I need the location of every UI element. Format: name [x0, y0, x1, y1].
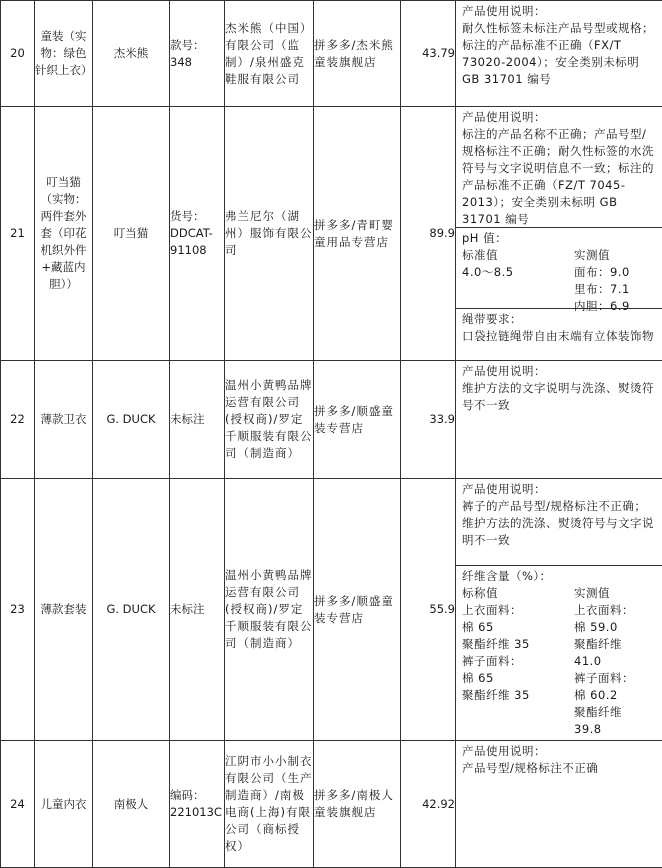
- manufacturer: 弗兰尼尔（湖州）服饰有限公司: [225, 107, 314, 361]
- shop: 拼多多/顺盛童装专营店: [314, 361, 401, 479]
- manufacturer: 温州小黄鸭品牌运营有限公司(授权商)/罗定千顺服装有限公司（制造商）: [225, 361, 314, 479]
- issue-block: [456, 361, 662, 416]
- issue-title: 产品使用说明：: [462, 3, 658, 20]
- standard-value: 4.0～8.5: [462, 264, 574, 281]
- model-number: 未标注: [170, 479, 225, 741]
- brand: G. DUCK: [93, 479, 170, 741]
- actual-value: 里布：7.1: [574, 281, 658, 298]
- issues-cell: [456, 741, 662, 868]
- actual-value: 面布：9.0: [574, 264, 658, 281]
- product-name: 儿童内衣: [35, 741, 93, 868]
- model-number: 款号：348: [170, 1, 225, 107]
- model-number: 货号：DDCAT-91108: [170, 107, 225, 361]
- row-number: 24: [1, 741, 35, 868]
- price: 33.9: [401, 361, 456, 479]
- actual-value: 聚酯纤维: [574, 704, 658, 721]
- actual-value: 41.0: [574, 653, 658, 670]
- issue-block: [456, 107, 662, 227]
- nominal-value: 聚酯纤维 35: [462, 687, 574, 704]
- issue-title: 产品使用说明：: [462, 109, 658, 126]
- price: 89.9: [401, 107, 456, 361]
- actual-value: 上衣面料：: [574, 602, 658, 619]
- actual-value: 棉 60.2: [574, 687, 658, 704]
- issue-title: pH 值：: [462, 230, 658, 247]
- table-row: [1, 741, 662, 868]
- nominal-value: 棉 65: [462, 670, 574, 687]
- actual-label: 实测值: [574, 585, 658, 602]
- price: 43.79: [401, 1, 456, 107]
- actual-label: 实测值: [574, 247, 658, 264]
- manufacturer: 杰米熊（中国）有限公司（监制）/泉州盛克鞋服有限公司: [225, 1, 314, 107]
- model-number: 编码：221013C: [170, 741, 225, 868]
- issue-block: [456, 1, 662, 90]
- row-number: 21: [1, 107, 35, 361]
- shop: 拼多多/青町婴童用品专营店: [314, 107, 401, 361]
- product-name: 薄款套装: [35, 479, 93, 741]
- shop: 拼多多/顺盛童装专营店: [314, 479, 401, 741]
- issue-title: 绳带要求：: [462, 311, 658, 328]
- actual-value: 聚酯纤维: [574, 636, 658, 653]
- product-name: 童装（实物：绿色针织上衣）: [35, 1, 93, 107]
- issues-cell: [456, 107, 662, 361]
- issue-title: 产品使用说明：: [462, 363, 658, 380]
- actual-value: 39.8: [574, 721, 658, 738]
- shop: 拼多多/南极人童装旗舰店: [314, 741, 401, 868]
- nominal-value: 上衣面料：: [462, 602, 574, 619]
- manufacturer: 江阴市小小制衣有限公司（生产制造商）/南极电商(上海)有限公司（商标授权）: [225, 741, 314, 868]
- issue-title: 产品使用说明：: [462, 743, 658, 760]
- issues-cell: [456, 479, 662, 741]
- nominal-value: 聚酯纤维 35: [462, 636, 574, 653]
- actual-value: 内胆：6.9: [574, 298, 658, 315]
- actual-value: 裤子面料：: [574, 670, 658, 687]
- row-number: 22: [1, 361, 35, 479]
- product-name: 薄款卫衣: [35, 361, 93, 479]
- table-row: [1, 1, 662, 107]
- price: 42.92: [401, 741, 456, 868]
- row-number: 23: [1, 479, 35, 741]
- issue-text: 维护方法的文字说明与洗涤、熨烫符号不一致: [462, 380, 658, 414]
- manufacturer: 温州小黄鸭品牌运营有限公司(授权商)/罗定千顺服装有限公司（制造商）: [225, 479, 314, 741]
- shop: 拼多多/杰米熊童装旗舰店: [314, 1, 401, 107]
- table-row: [1, 107, 662, 361]
- issue-title: 纤维含量（%）：: [462, 568, 658, 585]
- table-row: [1, 479, 662, 741]
- issue-text: 裤子的产品号型/规格标注不正确；维护方法的洗涤、熨烫符号与文字说明不一致: [462, 498, 658, 549]
- issue-block: [456, 479, 662, 565]
- brand: 南极人: [93, 741, 170, 868]
- price: 55.9: [401, 479, 456, 741]
- product-name: 叮当猫（实物：两件套外套（印花机织外件+藏蓝内胆））: [35, 107, 93, 361]
- issue-block: [456, 741, 662, 779]
- brand: 杰米熊: [93, 1, 170, 107]
- nominal-label: 标称值: [462, 585, 574, 602]
- issue-text: 耐久性标签未标注产品号型或规格；标注的产品标准不正确（FX/T 73020-2004）；安全类别未标明 GB 31701 编号: [462, 20, 658, 88]
- table-row: [1, 361, 662, 479]
- fiber-content-block: [456, 565, 662, 740]
- nominal-value: 棉 65: [462, 619, 574, 636]
- brand: 叮当猫: [93, 107, 170, 361]
- issue-text: 标注的产品名称不正确；产品号型/规格标注不正确；耐久性标签的水洗符号与文字说明信息不一致；标注的产品标准不正确（FZ/T 7045-2013）；安全类别未标明 GB 31701 编号: [462, 126, 658, 228]
- issue-text: 口袋拉链绳带自由末端有立体装饰物: [462, 328, 658, 345]
- model-number: 未标注: [170, 361, 225, 479]
- issues-cell: [456, 1, 662, 107]
- brand: G. DUCK: [93, 361, 170, 479]
- row-number: 20: [1, 1, 35, 107]
- standard-label: 标准值: [462, 247, 574, 264]
- nominal-value: 裤子面料：: [462, 653, 574, 670]
- issue-title: 产品使用说明：: [462, 481, 658, 498]
- issue-text: 产品号型/规格标注不正确: [462, 760, 658, 777]
- issues-cell: [456, 361, 662, 479]
- actual-value: 棉 59.0: [574, 619, 658, 636]
- ph-block: [456, 227, 662, 308]
